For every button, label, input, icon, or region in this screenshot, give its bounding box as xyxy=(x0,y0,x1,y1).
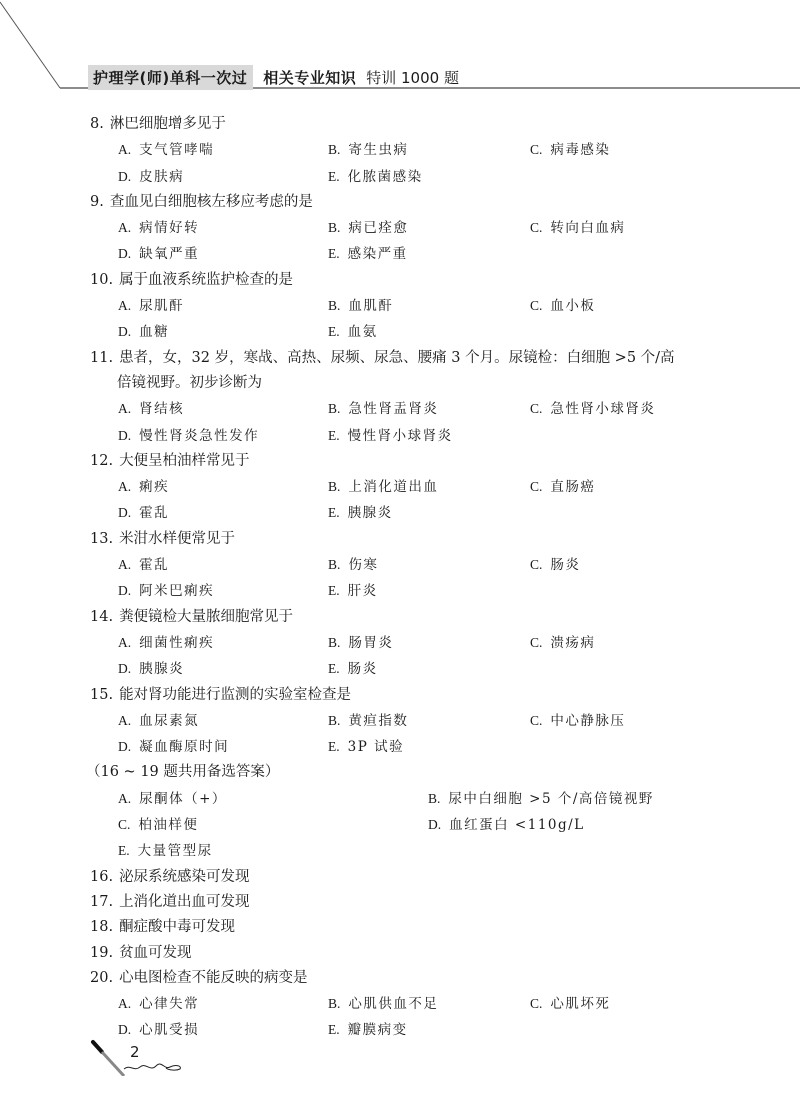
option-letter: C. xyxy=(530,712,543,728)
answer-option[interactable] xyxy=(530,708,730,734)
option-letter: C. xyxy=(530,634,543,650)
book-title: 护理学(师)单科一次过 xyxy=(88,65,253,90)
question-stem xyxy=(90,890,740,915)
option-text: 胰腺炎 xyxy=(139,661,185,678)
option-grid xyxy=(90,137,740,190)
option-letter: D. xyxy=(428,817,442,833)
option-grid xyxy=(90,293,740,346)
question-stem xyxy=(90,683,740,708)
option-letter: C. xyxy=(530,557,543,573)
option-letter: A. xyxy=(118,220,132,236)
question-stem xyxy=(90,915,740,940)
option-letter: C. xyxy=(530,142,543,158)
question-stem xyxy=(90,605,740,630)
answer-option[interactable] xyxy=(328,578,530,604)
option-grid xyxy=(90,474,740,527)
answer-option[interactable] xyxy=(328,215,530,241)
question-number: 16. xyxy=(90,868,114,885)
option-letter: E. xyxy=(328,246,340,262)
answer-option[interactable] xyxy=(118,164,328,190)
option-text: 肠胃炎 xyxy=(348,634,394,651)
option-letter: A. xyxy=(118,712,132,728)
option-letter: A. xyxy=(118,790,132,806)
option-text: 心律失常 xyxy=(139,996,200,1013)
question-number: 11. xyxy=(90,349,114,366)
option-text: 痢疾 xyxy=(139,479,170,496)
question-number: 20. xyxy=(90,969,114,986)
option-text: 黄疸指数 xyxy=(348,712,409,729)
page-number: 2 xyxy=(130,1043,140,1061)
question-text: 上消化道出血可发现 xyxy=(119,893,250,910)
question-text: 查血见白细胞核左移应考虑的是 xyxy=(109,193,313,210)
answer-option[interactable] xyxy=(118,552,328,578)
option-text: 3P 试验 xyxy=(347,739,405,756)
answer-option[interactable] xyxy=(328,500,530,526)
shared-group-label: （16 ~ 19 题共用备选答案） xyxy=(86,764,280,781)
option-letter: D. xyxy=(118,324,132,340)
question-number: 12. xyxy=(90,452,114,469)
option-text: 皮肤病 xyxy=(139,168,185,185)
option-text: 胰腺炎 xyxy=(347,505,393,522)
option-grid xyxy=(90,630,740,683)
option-text: 转向白血病 xyxy=(550,220,626,237)
answer-option[interactable] xyxy=(328,293,530,319)
answer-option[interactable] xyxy=(530,137,730,163)
option-text: 血氨 xyxy=(347,324,378,341)
question-stem xyxy=(90,268,740,293)
question-text: 贫血可发现 xyxy=(119,944,192,961)
option-text: 霍乱 xyxy=(139,557,170,574)
option-letter: D. xyxy=(118,505,132,521)
answer-option[interactable] xyxy=(118,786,428,812)
question-stem xyxy=(90,941,740,966)
option-text: 心肌坏死 xyxy=(550,996,611,1013)
answer-option[interactable] xyxy=(530,991,730,1017)
answer-option[interactable] xyxy=(328,319,530,345)
question-stem xyxy=(90,346,740,371)
option-text: 血尿素氮 xyxy=(139,712,200,729)
answer-option[interactable] xyxy=(328,137,530,163)
option-text: 尿中白细胞 >5 个/高倍镜视野 xyxy=(448,790,654,807)
option-letter: E. xyxy=(328,583,340,599)
option-letter: E. xyxy=(328,168,340,184)
question-stem xyxy=(90,865,740,890)
answer-option[interactable] xyxy=(328,1017,530,1043)
option-letter: B. xyxy=(328,557,341,573)
option-text: 慢性肾小球肾炎 xyxy=(347,427,453,444)
question-stem xyxy=(90,449,740,474)
answer-option[interactable] xyxy=(118,708,328,734)
option-letter: C. xyxy=(530,298,543,314)
option-letter: B. xyxy=(328,220,341,236)
option-letter: A. xyxy=(118,557,132,573)
option-text: 心肌供血不足 xyxy=(348,996,439,1013)
question-text: 心电图检查不能反映的病变是 xyxy=(119,969,308,986)
answer-option[interactable] xyxy=(118,423,328,449)
option-text: 尿酮体（+） xyxy=(139,790,227,807)
answer-option[interactable] xyxy=(328,164,530,190)
option-letter: A. xyxy=(118,298,132,314)
option-letter: D. xyxy=(118,739,132,755)
question-list xyxy=(86,112,740,1044)
option-text: 溃疡病 xyxy=(550,634,596,651)
option-text: 血糖 xyxy=(139,324,170,341)
option-letter: E. xyxy=(328,661,340,677)
option-text: 急性肾盂肾炎 xyxy=(348,401,439,418)
option-text: 血红蛋白 <110g/L xyxy=(449,817,585,834)
question-text: 能对肾功能进行监测的实验室检查是 xyxy=(119,686,352,703)
answer-option[interactable] xyxy=(118,656,328,682)
question-number: 9. xyxy=(90,193,104,210)
question-text: 属于血液系统监护检查的是 xyxy=(119,271,294,288)
option-text: 伤寒 xyxy=(348,557,379,574)
answer-option[interactable] xyxy=(118,396,328,422)
answer-option[interactable] xyxy=(328,396,530,422)
option-text: 凝血酶原时间 xyxy=(139,739,230,756)
answer-option[interactable] xyxy=(328,734,530,760)
answer-option[interactable] xyxy=(118,578,328,604)
answer-option[interactable] xyxy=(530,474,730,500)
option-text: 寄生虫病 xyxy=(348,142,409,159)
option-letter: D. xyxy=(118,583,132,599)
option-text: 肠炎 xyxy=(347,661,378,678)
option-letter: E. xyxy=(328,427,340,443)
option-text: 阿米巴痢疾 xyxy=(139,583,215,600)
question-number: 17. xyxy=(90,893,114,910)
answer-option[interactable] xyxy=(118,319,328,345)
question-number: 18. xyxy=(90,919,114,936)
option-text: 霍乱 xyxy=(139,505,170,522)
option-letter: C. xyxy=(530,401,543,417)
option-text: 支气管哮喘 xyxy=(139,142,215,159)
option-grid xyxy=(90,552,740,605)
option-letter: B. xyxy=(328,712,341,728)
option-letter: B. xyxy=(328,634,341,650)
option-text: 急性肾小球肾炎 xyxy=(550,401,656,418)
question-stem xyxy=(90,527,740,552)
answer-option[interactable] xyxy=(118,241,328,267)
option-letter: A. xyxy=(118,401,132,417)
squiggle-icon xyxy=(120,1060,190,1080)
option-grid xyxy=(90,215,740,268)
answer-option[interactable] xyxy=(530,215,730,241)
option-letter: C. xyxy=(118,817,131,833)
option-letter: D. xyxy=(118,661,132,677)
answer-option[interactable] xyxy=(530,396,730,422)
option-text: 心肌受损 xyxy=(139,1022,200,1039)
question-number: 14. xyxy=(90,608,114,625)
option-grid xyxy=(90,396,740,449)
question-stem xyxy=(90,190,740,215)
option-letter: B. xyxy=(428,790,441,806)
question-text: 大便呈柏油样常见于 xyxy=(119,452,250,469)
option-text: 感染严重 xyxy=(347,246,408,263)
option-letter: E. xyxy=(328,324,340,340)
series-title: 特训 1000 题 xyxy=(366,68,459,87)
question-stem xyxy=(90,112,740,137)
option-letter: C. xyxy=(530,220,543,236)
option-letter: D. xyxy=(118,1022,132,1038)
question-stem xyxy=(90,966,740,991)
answer-option[interactable] xyxy=(328,474,530,500)
answer-option[interactable] xyxy=(118,500,328,526)
question-number: 8. xyxy=(90,116,104,132)
answer-option[interactable] xyxy=(118,474,328,500)
answer-option[interactable] xyxy=(428,812,728,838)
question-text: 粪便镜检大量脓细胞常见于 xyxy=(119,608,294,625)
answer-option[interactable] xyxy=(328,708,530,734)
shared-option-grid xyxy=(90,786,740,865)
option-text: 大量管型尿 xyxy=(137,843,213,860)
option-letter: A. xyxy=(118,996,132,1012)
option-text: 上消化道出血 xyxy=(348,479,439,496)
question-text-continued: 倍镜视野。初步诊断为 xyxy=(117,374,262,391)
question-text: 患者，女，32 岁，寒战、高热、尿频、尿急、腰痛 3 个月。尿镜检：白细胞 >5 个/高 xyxy=(119,349,675,366)
option-grid xyxy=(90,991,740,1044)
answer-option[interactable] xyxy=(118,734,328,760)
option-text: 慢性肾炎急性发作 xyxy=(139,427,260,444)
option-letter: B. xyxy=(328,479,341,495)
option-text: 直肠癌 xyxy=(550,479,596,496)
option-text: 缺氧严重 xyxy=(139,246,200,263)
option-letter: E. xyxy=(118,843,130,859)
option-grid xyxy=(90,708,740,761)
option-text: 柏油样便 xyxy=(138,817,199,834)
option-text: 病情好转 xyxy=(139,220,200,237)
answer-option[interactable] xyxy=(328,656,530,682)
option-text: 细菌性痢疾 xyxy=(139,634,215,651)
option-text: 血肌酐 xyxy=(348,298,394,315)
answer-option[interactable] xyxy=(328,423,530,449)
option-letter: C. xyxy=(530,996,543,1012)
option-letter: C. xyxy=(530,479,543,495)
subject-title: 相关专业知识 xyxy=(263,68,357,87)
answer-option[interactable] xyxy=(328,241,530,267)
answer-option[interactable] xyxy=(328,991,530,1017)
option-text: 肝炎 xyxy=(347,583,378,600)
option-letter: B. xyxy=(328,996,341,1012)
answer-option[interactable] xyxy=(118,630,328,656)
question-number: 15. xyxy=(90,686,114,703)
answer-option[interactable] xyxy=(118,812,428,838)
question-text: 酮症酸中毒可发现 xyxy=(119,919,236,936)
answer-option[interactable] xyxy=(530,293,730,319)
option-letter: B. xyxy=(328,142,341,158)
option-letter: E. xyxy=(328,505,340,521)
option-letter: D. xyxy=(118,168,132,184)
answer-option[interactable] xyxy=(118,838,428,864)
option-letter: D. xyxy=(118,246,132,262)
answer-option[interactable] xyxy=(328,630,530,656)
option-text: 病已痊愈 xyxy=(348,220,409,237)
running-header xyxy=(88,64,459,90)
answer-option[interactable] xyxy=(118,137,328,163)
question-number: 13. xyxy=(90,530,114,547)
option-letter: E. xyxy=(328,739,340,755)
option-letter: E. xyxy=(328,1022,340,1038)
option-letter: A. xyxy=(118,479,132,495)
option-text: 中心静脉压 xyxy=(550,712,626,729)
question-text: 泌尿系统感染可发现 xyxy=(119,868,250,885)
question-text: 米泔水样便常见于 xyxy=(119,530,236,547)
option-letter: A. xyxy=(118,142,132,158)
option-text: 血小板 xyxy=(550,298,596,315)
question-text: 淋巴细胞增多见于 xyxy=(109,116,226,132)
option-text: 病毒感染 xyxy=(550,142,611,159)
answer-option[interactable] xyxy=(530,630,730,656)
option-text: 肠炎 xyxy=(550,557,581,574)
question-number: 19. xyxy=(90,944,114,961)
option-letter: B. xyxy=(328,298,341,314)
answer-option[interactable] xyxy=(530,552,730,578)
option-text: 化脓菌感染 xyxy=(347,168,423,185)
answer-option[interactable] xyxy=(328,552,530,578)
option-text: 尿肌酐 xyxy=(139,298,185,315)
question-number: 10. xyxy=(90,271,114,288)
option-letter: A. xyxy=(118,634,132,650)
answer-option[interactable] xyxy=(118,991,328,1017)
option-letter: D. xyxy=(118,427,132,443)
option-letter: B. xyxy=(328,401,341,417)
answer-option[interactable] xyxy=(118,293,328,319)
option-text: 瓣膜病变 xyxy=(347,1022,408,1039)
option-text: 肾结核 xyxy=(139,401,185,418)
answer-option[interactable] xyxy=(118,215,328,241)
answer-option[interactable] xyxy=(428,786,728,812)
